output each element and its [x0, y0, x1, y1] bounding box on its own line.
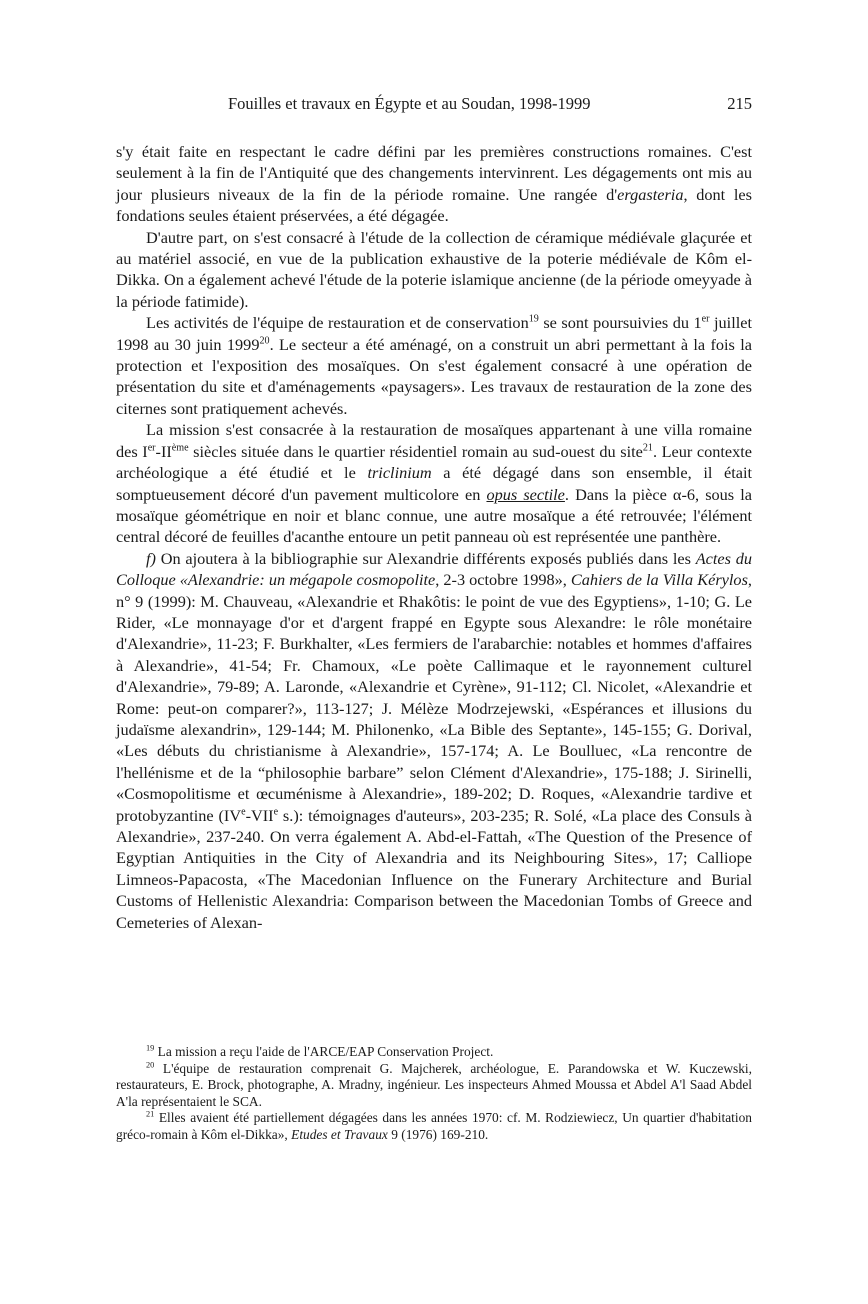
running-header — [116, 92, 752, 116]
italic-title: Etudes et Travaux — [291, 1126, 388, 1142]
italic-title: Actes du Colloque «Alexandrie: un mégapole cosmopolite — [116, 548, 753, 590]
text-run: a été dégagé dans son ensemble, il était somptueusement décoré d'un pavement multicolore en — [116, 463, 753, 504]
footnote-19 — [116, 1044, 752, 1061]
paragraph-ceramics: D'autre part, on s'est consacré à l'étude de la collection de céramique médiévale glaçurée et au matériel associé, en vue de la publication exhaustive de la poterie médiévale de Kôm el-Dikka. On a également achevé l'étude de la poterie islamique ancienne (de la période omeyyade à la période fatimide). — [116, 227, 752, 311]
text-run: . Leur contexte archéologique a été étudié et le — [116, 441, 753, 483]
text-run: , dont les fondations seules étaient préservées, a été dégagée. — [116, 184, 752, 226]
text-run: . Dans la pièce α-6, sous la mosaïque géométrique en noir et blanc connue, une autre mosaïque a été retrouvée; l'élément central décoré de feuilles d'acanthe entoure un petit panneau où est représentée une panthère. — [116, 484, 752, 547]
text-run: -VII — [245, 805, 274, 825]
footnote-number: 21 — [146, 1109, 155, 1119]
italic-term: opus sectile — [486, 484, 565, 504]
text-run: s.): témoignages d'auteurs», 203-235; R. Solé, «La place des Consuls à Alexandrie», 237-240. On verra également A. Abd-el-Fattah, «The Question of the Presence of Egyptian Antiquities in the City of Alexandria and its Neighbouring Sites», 17; Calliope Limneos-Papacosta, «The Macedonian Influence on the Funerary Architecture and Burial Customs of Hellenistic Alexandria: Comparison between the Macedonian Tombs of Greece and Cemeteries of Alexan- — [116, 805, 752, 932]
text-run: se sont poursuivies du 1 — [538, 313, 702, 333]
page-number: 215 — [727, 94, 752, 113]
text-run: s'y était faite en respectant le cadre défini par les premières constructions romaines. C'est seulement à la fin de l'Antiquité que des changements intervinrent. Les dégagements ont mis au jour plusieurs niveaux de la fin de la période romaine. Une rangée d' — [116, 142, 752, 204]
italic-title: Cahiers de la Villa Kérylos — [570, 570, 748, 590]
footnote-20 — [116, 1061, 752, 1111]
superscript: er — [147, 442, 156, 454]
text-run: siècles située dans le quartier résidentiel romain au sud-ouest du site — [188, 441, 643, 461]
footnotes — [116, 1044, 752, 1144]
footnote-ref-19: 19 — [528, 313, 539, 325]
footnote-text: La mission a reçu l'aide de l'ARCE/EAP Conservation Project. — [157, 1044, 494, 1059]
text-run: , n° 9 (1999): M. Chauveau, «Alexandrie et Rhakôtis: le point de vue des Egyptiens», 1-10; G. Le Rider, «Le monnayage d'or et d'argent frappé en Egypte sous Alexandre: le rôle monétaire d'Alexandrie», 11-23; F. Burkhalter, «Les fermiers de l'arabarchie: notables et hommes d'affaires à Alexandrie», 41-54; Fr. Chamoux, «Le poète Callimaque et le rayonnement culturel d'Alexandrie», 79-89; A. Laronde, «Alexandrie et Cyrène», 91-112; Cl. Nicolet, «Alexandrie et Rome: peut-on comparer?», 113-127; J. Mélèze Modrzejewski, «Espérances et illusions du judaïsme alexandrin», 129-144; M. Philonenko, «La Bible des Septante», 145-155; G. Dorival, «Les débuts du christianisme à Alexandrie», 157-174; A. Le Boulluec, «La rencontre de l'hellénisme et de la “philosophie barbare” selon Clément d'Alexandrie», 175-188; J. Sirinelli, «Cosmopolitisme et œcuménisme à Alexandrie», 189-202; D. Roques, «Alexandrie tardive et protobyzantine (IV — [116, 570, 752, 825]
paragraph-bibliography — [116, 548, 752, 933]
text-run: La mission s'est consacrée à la restauration de mosaïques appartenant à une villa romaine des I — [116, 420, 752, 461]
superscript: e — [241, 806, 246, 818]
footnote-text: L'équipe de restauration comprenait G. Majcherek, archéologue, E. Parandowska et W. Kuczewski, restaurateurs, E. Brock, photographe, A. Mradny, ingénieur. Les inspecteurs Ahmed Moussa et Abdel A'l Saad Abdel A'la représentaient le SCA. — [116, 1060, 752, 1109]
paragraph-restoration — [116, 312, 752, 419]
text-run: , 2-3 octobre 1998», — [435, 570, 571, 590]
footnote-ref-20: 20 — [259, 335, 270, 347]
main-text — [116, 141, 752, 933]
text-run: Les activités de l'équipe de restauration et de conservation — [146, 313, 529, 333]
text-run: -II — [155, 441, 172, 461]
footnote-text: 9 (1976) 169-210. — [387, 1126, 489, 1142]
superscript: er — [701, 313, 710, 325]
text-run: juillet 1998 au 30 juin 1999 — [116, 313, 752, 354]
italic-term: triclinium — [367, 463, 432, 483]
running-title: Fouilles et travaux en Égypte et au Soudan, 1998-1999 — [228, 94, 591, 113]
footnote-ref-21: 21 — [642, 442, 653, 454]
superscript: ème — [171, 442, 189, 454]
paragraph-ergasteria — [116, 141, 752, 227]
paragraph-mosaics — [116, 419, 752, 547]
footnote-21 — [116, 1110, 752, 1143]
footnote-number: 19 — [146, 1043, 155, 1053]
text-run: On ajoutera à la bibliographie sur Alexandrie différents exposés publiés dans les — [155, 548, 696, 568]
italic-term: ergasteria — [617, 184, 684, 204]
superscript: e — [273, 806, 279, 818]
footnote-number: 20 — [146, 1060, 155, 1070]
text-run: . Le secteur a été aménagé, on a construit un abri permettant à la fois la protection et l'exposition des mosaïques. On s'est également consacré à une opération de présentation du site et d'aménagements «paysagers». Les travaux de restauration de la zone des citernes sont pratiquement achevés. — [116, 334, 752, 418]
footnote-text: Elles avaient été partiellement dégagées dans les années 1970: cf. M. Rodziewiecz, Un quartier d'habitation gréco-romain à Kôm el-Dikka», — [116, 1110, 752, 1142]
section-marker: f) — [146, 548, 156, 568]
